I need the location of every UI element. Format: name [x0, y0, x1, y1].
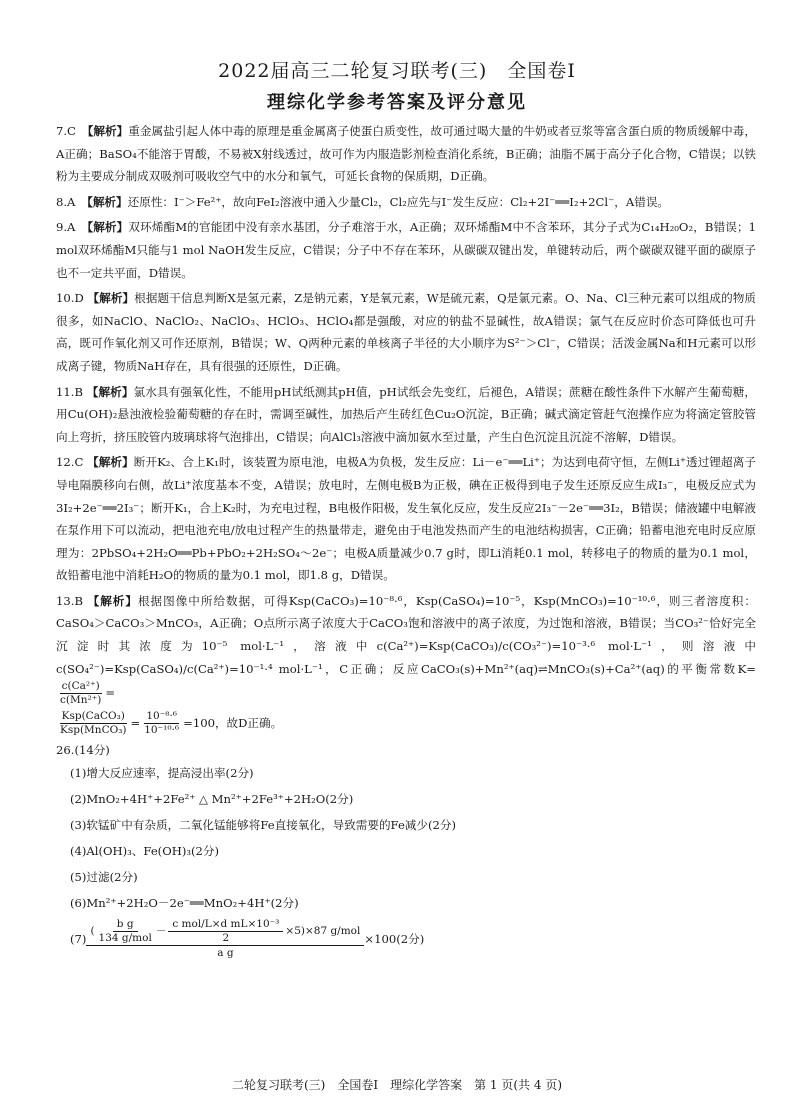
- value-fraction: $\frac{\text{10⁻⁸·⁶}}{\text{10⁻¹⁰·⁶}}$: [144, 710, 180, 737]
- q26-item-4: (4)Al(OH)₃、Fe(OH)₃(2分): [70, 843, 220, 858]
- answer-13-formula: $\frac{\text{Ksp(CaCO₃)}}{\text{Ksp(MnCO₃)}}$ = $\frac{\text{10⁻⁸·⁶}}{\text{10⁻¹⁰·⁶}}$ =100，故D正确。: [60, 710, 283, 737]
- answer-11: 11.B 【解析】氯水具有强氧化性，不能用pH试纸测其pH值，pH试纸会先变红，后褪色，A错误；蔗糖在酸性条件下水解产生葡萄糖，用Cu(OH)₂悬浊液检验葡萄糖的存在时，需调至碱性，加热后产生砖红色Cu₂O沉淀，B正确；碱式滴定管赶气泡操作应为将滴定管胶管向上弯折，挤压胶管内玻璃球将气泡排出，C错误；向AlCl₃溶液中滴加氨水至过量，产生白色沉淀且沉淀不溶解，D错误。: [56, 384, 757, 444]
- answer-9: 9.A 【解析】双环烯酯M的官能团中没有亲水基团，分子难溶于水，A正确；双环烯酯M中不含苯环，其分子式为C₁₄H₂₀O₂，B错误；1 mol双环烯酯M只能与1 mol NaOH发生反应，C错误；分子中不存在苯环，从碳碳双键出发，单键转动后，两个碳碳双键平面的碳原子也不一定共平面，D错误。: [56, 220, 756, 280]
- answer-8: 8.A 【解析】还原性：I⁻＞Fe²⁺，故向FeI₂溶液中通入少量Cl₂，Cl₂应先与I⁻发生反应：Cl₂+2I⁻══I₂+2Cl⁻，A错误。: [56, 194, 670, 209]
- q26-item-1: (1)增大反应速率，提高浸出率(2分): [70, 765, 254, 780]
- answer-10: 10.D 【解析】根据题干信息判断X是氢元素，Z是钠元素，Y是氧元素，W是硫元素，Q是氯元素。O、Na、Cl三种元素可以组成的物质很多，如NaClO、NaClO₂、NaClO₃、HClO₃、HClO₄都是强酸，对应的钠盐不显碱性，故A错误；氯气在反应时价态可降低也可升高，既可作氧化剂又可作还原剂，B错误；W、Q两种元素的单核离子半径的大小顺序为S²⁻＞Cl⁻，C错误；活泼金属Na和H元素可以形成离子键，物质NaH存在，具有很强的还原性，D正确。: [56, 291, 756, 373]
- q26-item-3: (3)软锰矿中有杂质，二氧化锰能够将Fe直接氧化，导致需要的Fe减少(2分): [70, 817, 457, 832]
- answer-body: [56, 120, 756, 964]
- answer-12: 12.C 【解析】断开K₂、合上K₁时，该装置为原电池，电极A为负极，发生反应：Li－e⁻══Li⁺；为达到电荷守恒，左侧Li⁺透过锂超离子导电隔膜移向右侧，故Li⁺浓度基本不变，A错误；放电时，左侧电极B为正极，碘在正极得到电子发生还原反应生成I₃⁻，电极反应式为3I₂+2e⁻══2I₃⁻；断开K₁，合上K₂时，为充电过程，B电极作阳极，发生氧化反应，发生反应2I₃⁻－2e⁻══3I₂，B错误；储液罐中电解液在泵作用下可以流动，把电池充电/放电过程产生的热量带走，避免由于电池发热而产生的电池结构损害，C正确；铅蓄电池充电时反应原理为：2PbSO₄+2H₂O══Pb+PbO₂+2H₂SO₄～2e⁻；电极A质量减少0.7 g时，即Li消耗0.1 mol，转移电子的物质的量为0.1 mol，故铅蓄电池中消耗H₂O的物质的量为0.1 mol，即1.8 g，D错误。: [56, 455, 756, 583]
- q26-item-5: (5)过滤(2分): [70, 869, 138, 884]
- answer-13: 13.B 【解析】根据图像中所给数据，可得Ksp(CaCO₃)=10⁻⁸·⁶，Ksp(CaSO₄)=10⁻⁵，Ksp(MnCO₃)=10⁻¹⁰·⁶，则三者溶度积：CaSO₄＞CaCO₃＞MnCO₃，A正确；O点所示离子浓度大于CaCO₃饱和溶液中的离子浓度，为过饱和溶液，B错误；当CO₃²⁻恰好完全沉淀时其浓度为10⁻⁵ mol·L⁻¹，溶液中c(Ca²⁺)=Ksp(CaCO₃)/c(CO₃²⁻)=10⁻³·⁶ mol·L⁻¹，则溶液中c(SO₄²⁻)=Ksp(CaSO₄)/c(Ca²⁺)=10⁻¹·⁴ mol·L⁻¹，C正确；反应CaCO₃(s)+Mn²⁺(aq)⇌MnCO₃(s)+Ca²⁺(aq)的平衡常数K= $\frac{\text{c(Ca²⁺)}}{\text{c(Mn²⁺)}}$ =: [56, 593, 756, 707]
- ksp-fraction: $\frac{\text{Ksp(CaCO₃)}}{\text{Ksp(MnCO₃)}}$: [60, 710, 127, 737]
- q26-item-6: (6)Mn²⁺+2H₂O－2e⁻══MnO₂+4H⁺(2分): [70, 895, 299, 910]
- page-footer: 二轮复习联考(三) 全国卷Ⅰ 理综化学答案 第 1 页(共 4 页): [232, 1078, 562, 1092]
- item7-fraction: ( $\frac{\text{b g}}{\text{134 g/mol}}$ － $\frac{\text{c mol/L×d mL×10⁻³}}{2}$ ×5)×87 g/mol a g: [86, 918, 364, 960]
- q26-item-2: (2)MnO₂+4H⁺+2Fe²⁺ △ Mn²⁺+2Fe³⁺+2H₂O(2分): [70, 791, 354, 806]
- k-fraction: $\frac{\text{c(Ca²⁺)}}{\text{c(Mn²⁺)}}$: [60, 680, 102, 707]
- q26-header: 26.(14分): [56, 743, 110, 758]
- q26-item-7: (7) ( $\frac{\text{b g}}{\text{134 g/mol}}$ － $\frac{\text{c mol/L×d mL×10⁻³}}{2}$ ×5)×87 g/mol a g ×100(2分): [70, 917, 425, 959]
- page-title: 2022届高三二轮复习联考(三) 全国卷Ⅰ: [218, 60, 576, 82]
- page-subtitle: 理综化学参考答案及评分意见: [267, 92, 527, 113]
- answer-7: 7.C 【解析】重金属盐引起人体中毒的原理是重金属离子使蛋白质变性，故可通过喝大量的牛奶或者豆浆等富含蛋白质的物质缓解中毒，A正确；BaSO₄不能溶于胃酸，不易被X射线透过，故可作为内服造影剂检查消化系统，B正确；油脂不属于高分子化合物，C错误；以铁粉为主要成分制成双吸剂可吸收空气中的水分和氧气，可延长食物的保质期，D正确。: [56, 124, 756, 184]
